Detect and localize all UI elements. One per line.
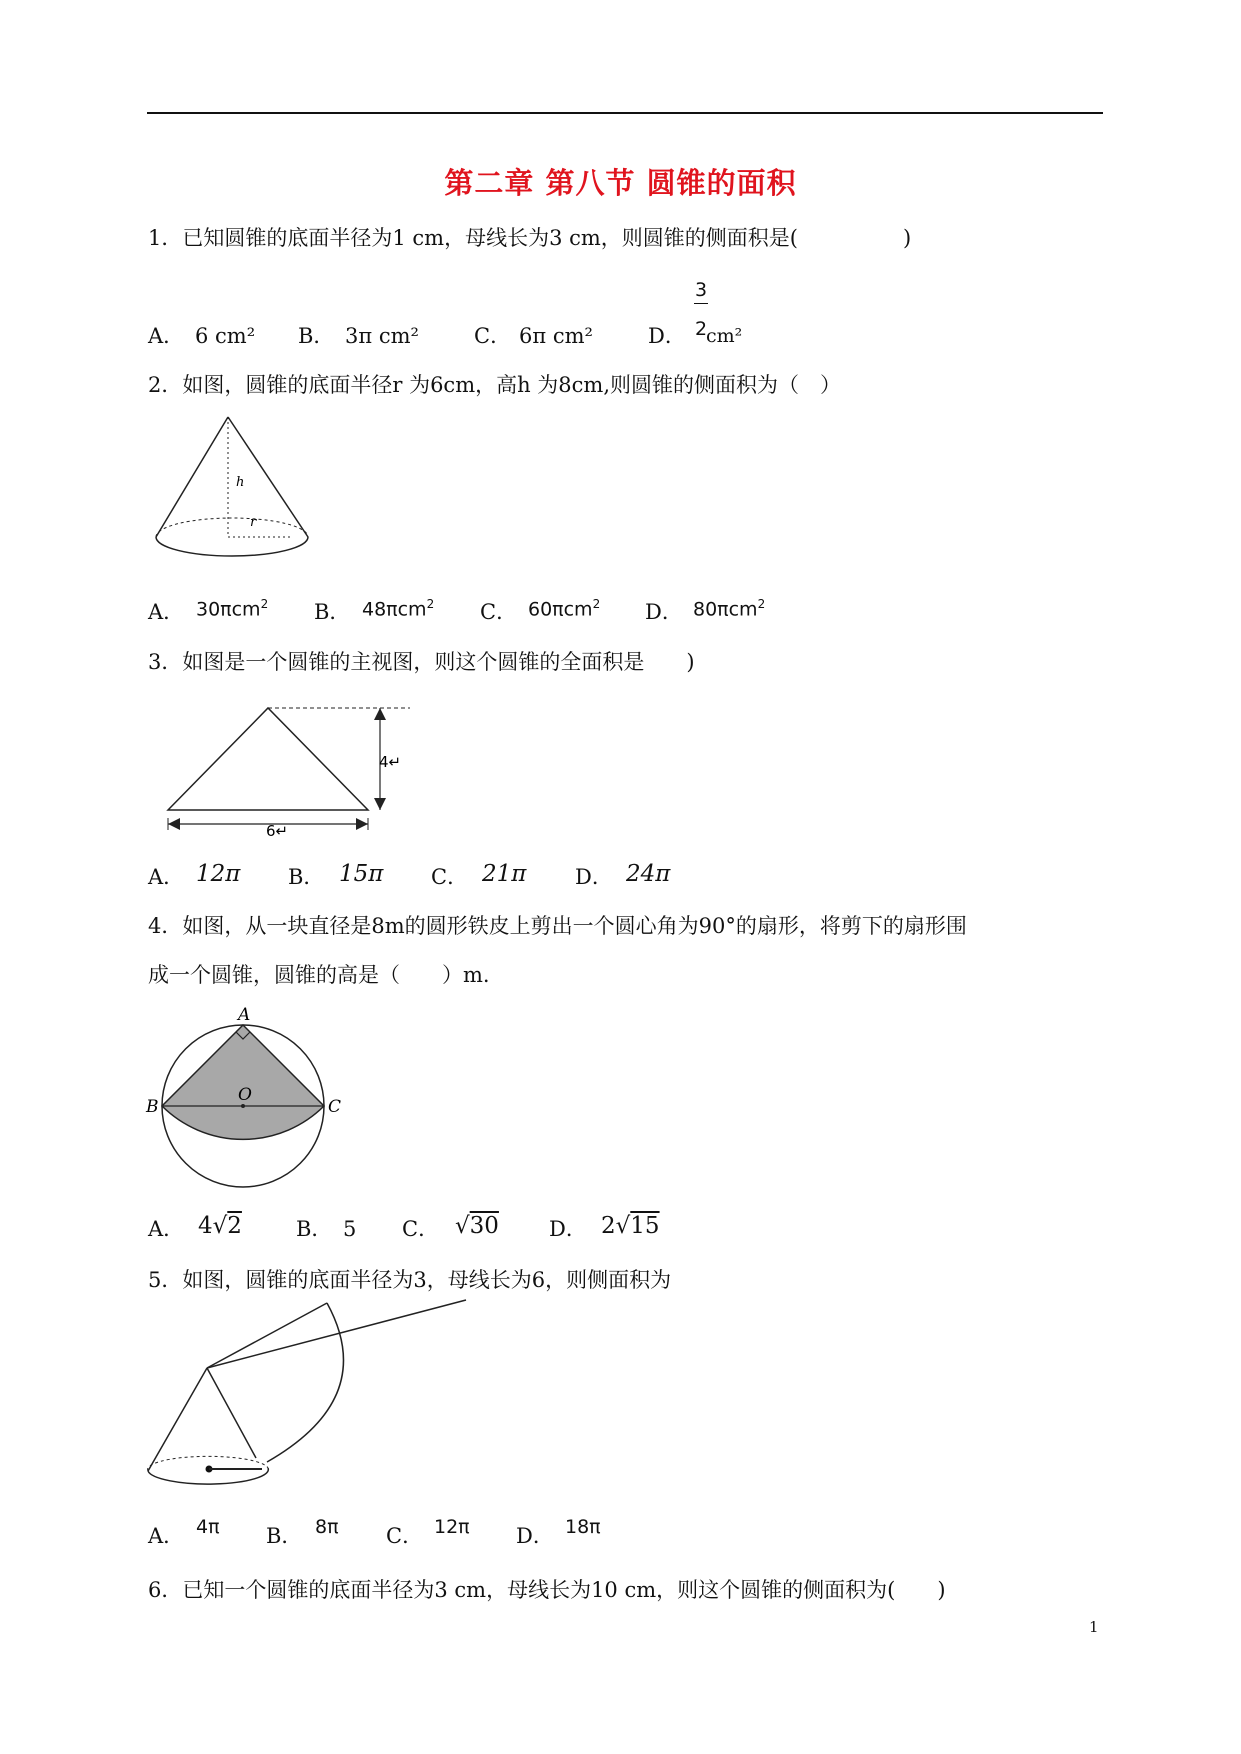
q2-option-a-label: A．: [148, 600, 185, 624]
label-O: O: [238, 1085, 252, 1105]
q4-option-a-label: A．: [148, 1217, 185, 1241]
question-2: 2．如图，圆锥的底面半径r 为6cm，高h 为8cm,则圆锥的侧面积为（ ）: [148, 373, 842, 397]
q5-option-c-value: 12π: [434, 1516, 470, 1538]
q1-option-a-value: 6 cm²: [195, 324, 256, 348]
question-1: 1．已知圆锥的底面半径为1 cm，母线长为3 cm，则圆锥的侧面积是( ): [148, 226, 912, 250]
page-title: 第二章 第八节 圆锥的面积: [444, 166, 797, 200]
label-h: h: [236, 475, 245, 490]
q2-option-b-label: B．: [314, 600, 351, 624]
q3-option-d-label: D．: [575, 865, 613, 889]
label-B: B: [146, 1097, 159, 1117]
cone-net-figure-q5: [144, 1308, 344, 1498]
page-number: 1: [1089, 1618, 1099, 1636]
q1-option-b-value: 3π cm²: [345, 324, 419, 348]
q2-option-c-label: C．: [480, 600, 518, 624]
q3-option-b-label: B．: [288, 865, 325, 889]
q4-option-a-value: 4√2: [198, 1213, 242, 1239]
q5-option-a-label: A．: [148, 1524, 185, 1548]
cone-front-view-q3: [160, 700, 420, 840]
q3-option-c-label: C．: [431, 865, 469, 889]
q3-option-a-label: A．: [148, 865, 185, 889]
q4-option-d-label: D．: [549, 1217, 587, 1241]
q4-option-c-label: C．: [402, 1217, 440, 1241]
q4-option-b-value: 5: [343, 1217, 357, 1241]
q1-option-d-numerator: 3: [695, 279, 708, 301]
q5-option-b-value: 8π: [315, 1516, 339, 1538]
label-width: 6↵: [266, 822, 289, 840]
q1-option-d-denominator: 2: [695, 318, 708, 340]
q4-option-d-value: 2√15: [601, 1213, 660, 1239]
q3-option-b-value: 15π: [339, 861, 384, 887]
question-4-line-2: 成一个圆锥，圆锥的高是（ ）m.: [148, 963, 490, 987]
label-height: 4↵: [379, 753, 402, 771]
label-r: r: [250, 515, 257, 530]
q3-option-c-value: 21π: [482, 861, 527, 887]
q1-option-b-label: B．: [298, 324, 335, 348]
q2-option-b-value: 48πcm$^2$: [362, 597, 435, 621]
question-3: 3．如图是一个圆锥的主视图，则这个圆锥的全面积是 ): [148, 650, 695, 674]
q2-option-d-label: D．: [645, 600, 683, 624]
fraction-bar: [694, 303, 708, 304]
q2-option-a-value: 30πcm$^2$: [196, 597, 269, 621]
q5-option-b-label: B．: [266, 1524, 303, 1548]
question-4-line-1: 4．如图，从一块直径是8m的圆形铁皮上剪出一个圆心角为90°的扇形，将剪下的扇形围: [148, 914, 967, 938]
q2-option-d-value: 80πcm$^2$: [693, 597, 766, 621]
q1-option-c-value: 6π cm²: [519, 324, 593, 348]
question-6: 6．已知一个圆锥的底面半径为3 cm，母线长为10 cm，则这个圆锥的侧面积为( ): [148, 1578, 946, 1602]
question-5: 5．如图，圆锥的底面半径为3，母线长为6，则侧面积为: [148, 1268, 672, 1292]
q1-option-d-unit: cm²: [706, 325, 743, 347]
q1-option-a-label: A．: [148, 324, 185, 348]
q1-option-c-label: C．: [474, 324, 512, 348]
q3-option-a-value: 12π: [196, 861, 241, 887]
q5-option-d-label: D．: [516, 1524, 554, 1548]
q4-option-c-value: √30: [455, 1213, 499, 1239]
q5-option-d-value: 18π: [565, 1516, 601, 1538]
label-C: C: [328, 1097, 342, 1117]
q2-option-c-value: 60πcm$^2$: [528, 597, 601, 621]
circle-sector-figure-q4: [146, 1002, 356, 1192]
q5-option-c-label: C．: [386, 1524, 424, 1548]
label-A: A: [238, 1005, 251, 1025]
q1-option-d-label: D．: [648, 324, 686, 348]
q5-option-a-value: 4π: [196, 1516, 220, 1538]
header-rule: [147, 112, 1103, 114]
q4-option-b-label: B．: [296, 1217, 333, 1241]
cone-figure-q2: [150, 410, 320, 570]
q3-option-d-value: 24π: [626, 861, 671, 887]
